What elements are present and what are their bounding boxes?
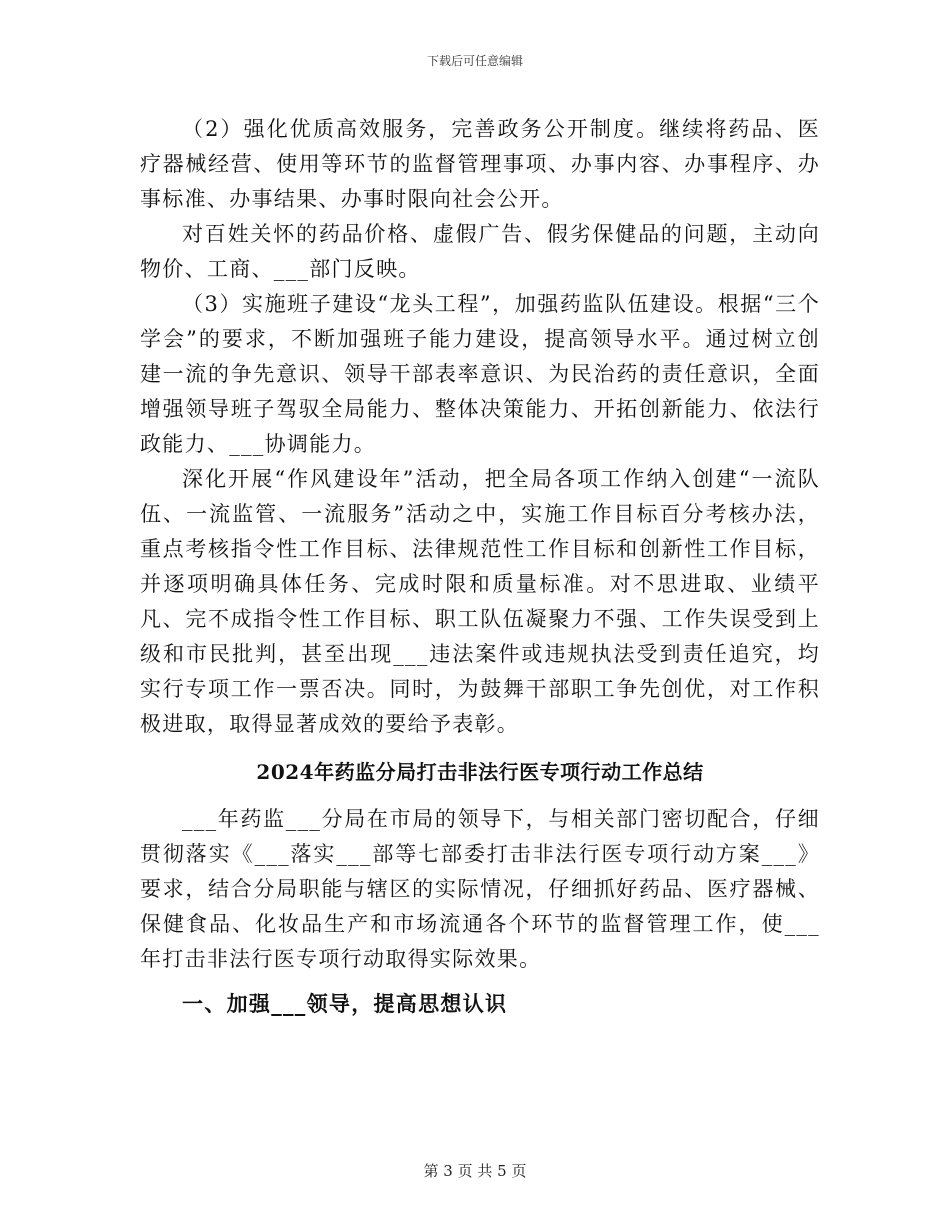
document-body	[140, 112, 820, 1027]
paragraph-summary-intro: ___年药监___分局在市局的领导下，与相关部门密切配合，仔细贯彻落实《___落实___部等七部委打击非法行医专项行动方案___》要求，结合分局职能与辖区的实际情况，仔细抓好药品、医疗器械、保健食品、化妆品生产和市场流通各个环节的监督管理工作，使___年打击非法行医专项行动取得实际效果。	[140, 807, 820, 971]
paragraph-service: （2）强化优质高效服务，完善政务公开制度。继续将药品、医疗器械经营、使用等环节的监督管理事项、办事内容、办事程序、办事标准、办事结果、办事时限向社会公开。	[140, 117, 820, 211]
paragraph-work-style: 深化开展“作风建设年”活动，把全局各项工作纳入创建“一流队伍、一流监管、一流服务”活动之中，实施工作目标百分考核办法，重点考核指令性工作目标、法律规范性工作目标和创新性工作目标，并逐项明确具体任务、完成时限和质量标准。对不思进取、业绩平凡、完不成指令性工作目标、职工队伍凝聚力不强、工作失误受到上级和市民批判，甚至出现___违法案件或违规执法受到责任追究，均实行专项工作一票否决。同时，为鼓舞干部职工争先创优，对工作积极进取，取得显著成效的要给予表彰。	[140, 467, 820, 736]
page-indicator: 第 3 页 共 5 页	[423, 1162, 527, 1180]
paragraph-leadership: （3）实施班子建设“龙头工程”，加强药监队伍建设。根据“三个学会”的要求，不断加强班子能力建设，提高领导水平。通过树立创建一流的争先意识、领导干部表率意识、为民治药的责任意识，全面增强领导班子驾驭全局能力、整体决策能力、开拓创新能力、依法行政能力、___协调能力。	[140, 292, 820, 456]
document-title: 2024年药监分局打击非法行医专项行动工作总结	[256, 760, 704, 784]
page-header-note: 下载后可任意编辑	[426, 54, 523, 68]
paragraph-public-concern: 对百姓关怀的药品价格、虚假广告、假劣保健品的问题，主动向物价、工商、___部门反映。	[140, 222, 820, 281]
section-heading: 一、加强___领导，提高思想认识	[182, 991, 508, 1016]
